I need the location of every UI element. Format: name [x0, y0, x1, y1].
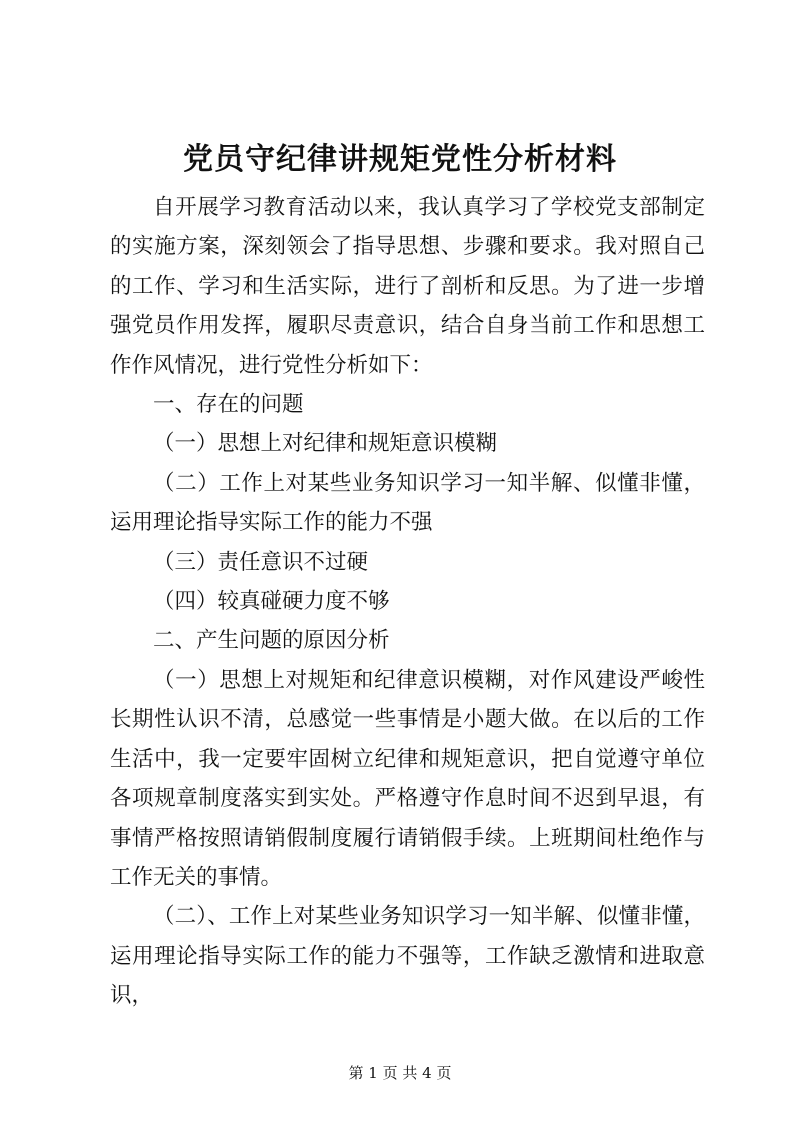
problem-item-3: （三）责任意识不过硬 — [153, 549, 369, 575]
cause-paragraph-1: （一）思想上对规矩和纪律意识模糊，对作风建设严峻性长期性认识不清，总感觉一些事情是小题大做。在以后的工作生活中，我一定要牢固树立纪律和规矩意识，把自觉遵守单位各项规章制度落实到实处。严格遵守作息时间不迟到早退，有事情严格按照请销假制度履行请销假手续。上班期间杜绝作与工作无关的事情。 — [110, 667, 705, 890]
section-heading-causes: 二、产生问题的原因分析 — [153, 628, 390, 654]
problem-item-2: （二）工作上对某些业务知识学习一知半解、似懂非懂，运用理论指导实际工作的能力不强 — [110, 470, 705, 536]
document-title: 党员守纪律讲规矩党性分析材料 — [183, 142, 617, 177]
page-footer: 第 1 页 共 4 页 — [348, 1064, 452, 1082]
intro-paragraph: 自开展学习教育活动以来，我认真学习了学校党支部制定的实施方案，深刻领会了指导思想、步骤和要求。我对照自己的工作、学习和生活实际，进行了剖析和反思。为了进一步增强党员作用发挥，履职尽责意识，结合自身当前工作和思想工作作风情况，进行党性分析如下： — [110, 195, 705, 378]
cause-paragraph-2: （二）、工作上对某些业务知识学习一知半解、似懂非懂，运用理论指导实际工作的能力不强等，工作缺乏激情和进取意识， — [110, 904, 705, 1009]
section-heading-problems: 一、存在的问题 — [153, 392, 304, 418]
problem-item-1: （一）思想上对纪律和规矩意识模糊 — [153, 431, 498, 457]
problem-item-4: （四）较真碰硬力度不够 — [153, 589, 390, 615]
document-body — [110, 188, 705, 1016]
